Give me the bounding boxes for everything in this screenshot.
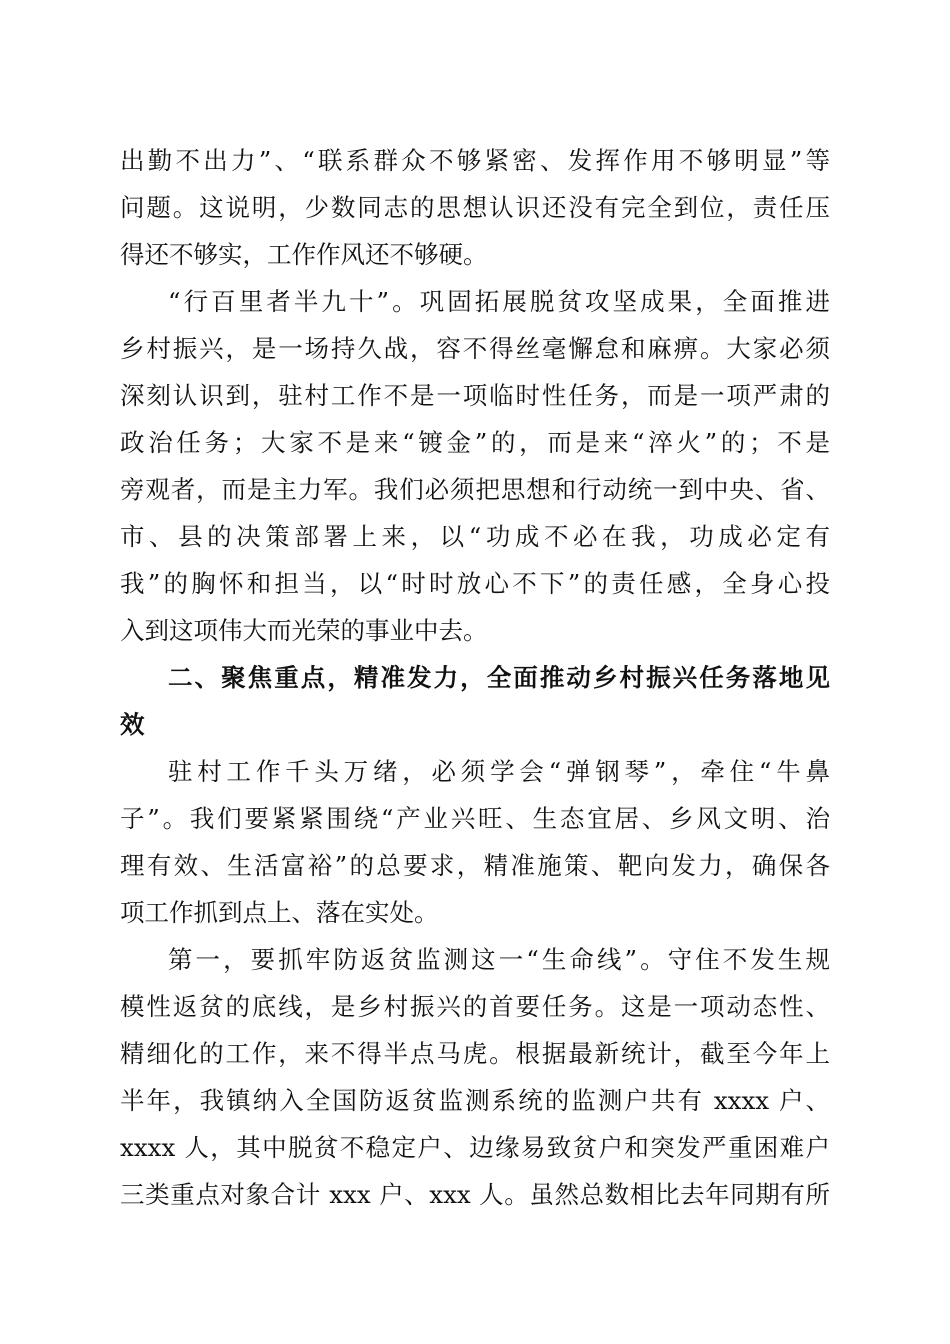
text-line: 三类重点对象合计 xxx 户、xxx 人。虽然总数相比去年同期有所 [120,1180,830,1209]
text-line: 旁观者，而是主力军。我们必须把思想和行动统一到中央、省、 [120,475,830,504]
text-line: 精细化的工作，来不得半点马虎。根据最新统计，截至今年上 [120,1039,830,1068]
text-line: 得还不够实，工作作风还不够硬。 [120,240,488,269]
text-line: 深刻认识到，驻村工作不是一项临时性任务，而是一项严肃的 [120,381,830,410]
text-line: xxxx 人，其中脱贫不稳定户、边缘易致贫户和突发严重困难户 [120,1133,830,1162]
text-line: 问题。这说明，少数同志的思想认识还没有完全到位，责任压 [120,193,830,222]
text-line: 入到这项伟大而光荣的事业中去。 [120,616,488,645]
text-line: 乡村振兴，是一场持久战，容不得丝毫懈怠和麻痹。大家必须 [120,334,830,363]
text-line: “行百里者半九十”。巩固拓展脱贫攻坚成果，全面推进 [168,287,830,316]
text-line: 市、县的决策部署上来，以“功成不必在我，功成必定有 [120,522,830,551]
text-line: 项工作抓到点上、落在实处。 [120,898,439,927]
section-heading-line: 二、聚焦重点，精准发力，全面推动乡村振兴任务落地见 [168,663,830,692]
text-line: 我”的胸怀和担当，以“时时放心不下”的责任感，全身心投 [120,569,830,598]
text-line: 第一，要抓牢防返贫监测这一“生命线”。守住不发生规 [168,945,830,974]
text-line: 政治任务；大家不是来“镀金”的，而是来“淬火”的；不是 [120,428,830,457]
text-line: 驻村工作千头万绪，必须学会“弹钢琴”，牵住“牛鼻 [168,757,830,786]
text-line: 理有效、生活富裕”的总要求，精准施策、靶向发力，确保各 [120,851,830,880]
text-line: 子”。我们要紧紧围绕“产业兴旺、生态宜居、乡风文明、治 [120,804,830,833]
text-line: 出勤不出力”、“联系群众不够紧密、发挥作用不够明显”等 [120,146,830,175]
section-heading-line: 效 [120,710,145,739]
text-line: 模性返贫的底线，是乡村振兴的首要任务。这是一项动态性、 [120,992,830,1021]
text-line: 半年，我镇纳入全国防返贫监测系统的监测户共有 xxxx 户、 [120,1086,830,1115]
